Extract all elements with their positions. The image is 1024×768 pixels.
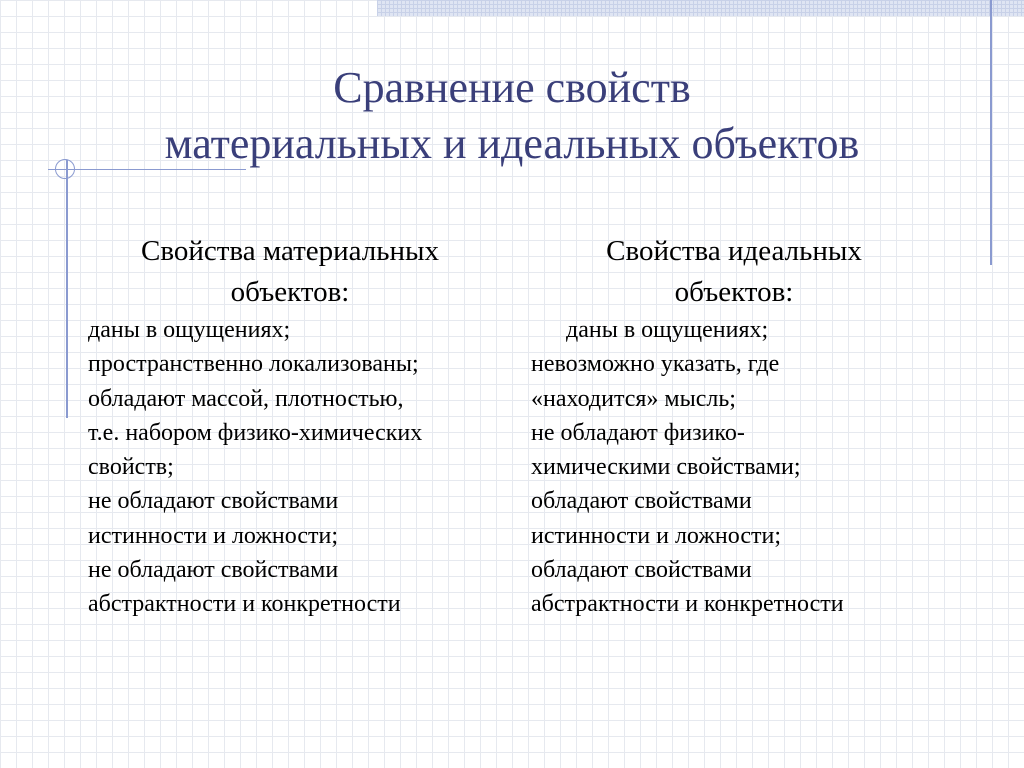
list-item: пространственно локализованы; (88, 351, 419, 378)
right-heading-line-2: объектов: (674, 276, 794, 308)
list-item: обладают массой, плотностью, (88, 385, 404, 412)
list-item: не обладают свойствами (88, 488, 339, 515)
slide-title-line-1: Сравнение свойств (333, 63, 691, 112)
list-item: невозможно указать, где (531, 351, 780, 378)
list-item: обладают свойствами (531, 557, 752, 584)
list-item: даны в ощущениях; (566, 317, 769, 343)
list-item: даны в ощущениях; (88, 317, 291, 343)
list-item: истинности и ложности; (88, 522, 338, 549)
left-column-heading (90, 231, 490, 313)
slide-title (0, 60, 1024, 172)
list-item: абстрактности и конкретности (531, 591, 844, 618)
list-item: свойств; (88, 454, 174, 481)
list-item: не обладают физико- (531, 419, 745, 446)
list-item: обладают свойствами (531, 488, 752, 515)
left-decorative-line (66, 160, 68, 418)
list-item: «находится» мысль; (531, 385, 736, 412)
left-heading-line-1: Свойства материальных (140, 235, 439, 267)
slide-title-line-2: материальных и идеальных объектов (164, 119, 860, 168)
list-item: истинности и ложности; (531, 522, 781, 549)
left-heading-line-2: объектов: (230, 276, 350, 308)
right-column-heading (534, 231, 934, 313)
list-item: абстрактности и конкретности (88, 591, 401, 618)
list-item: т.е. набором физико-химических (88, 419, 423, 446)
right-heading-line-1: Свойства идеальных (606, 235, 862, 267)
right-column-list (531, 313, 844, 622)
top-decorative-band (377, 0, 1024, 16)
left-column-list (88, 313, 422, 622)
list-item: химическими свойствами; (531, 454, 801, 481)
list-item: не обладают свойствами (88, 557, 339, 584)
